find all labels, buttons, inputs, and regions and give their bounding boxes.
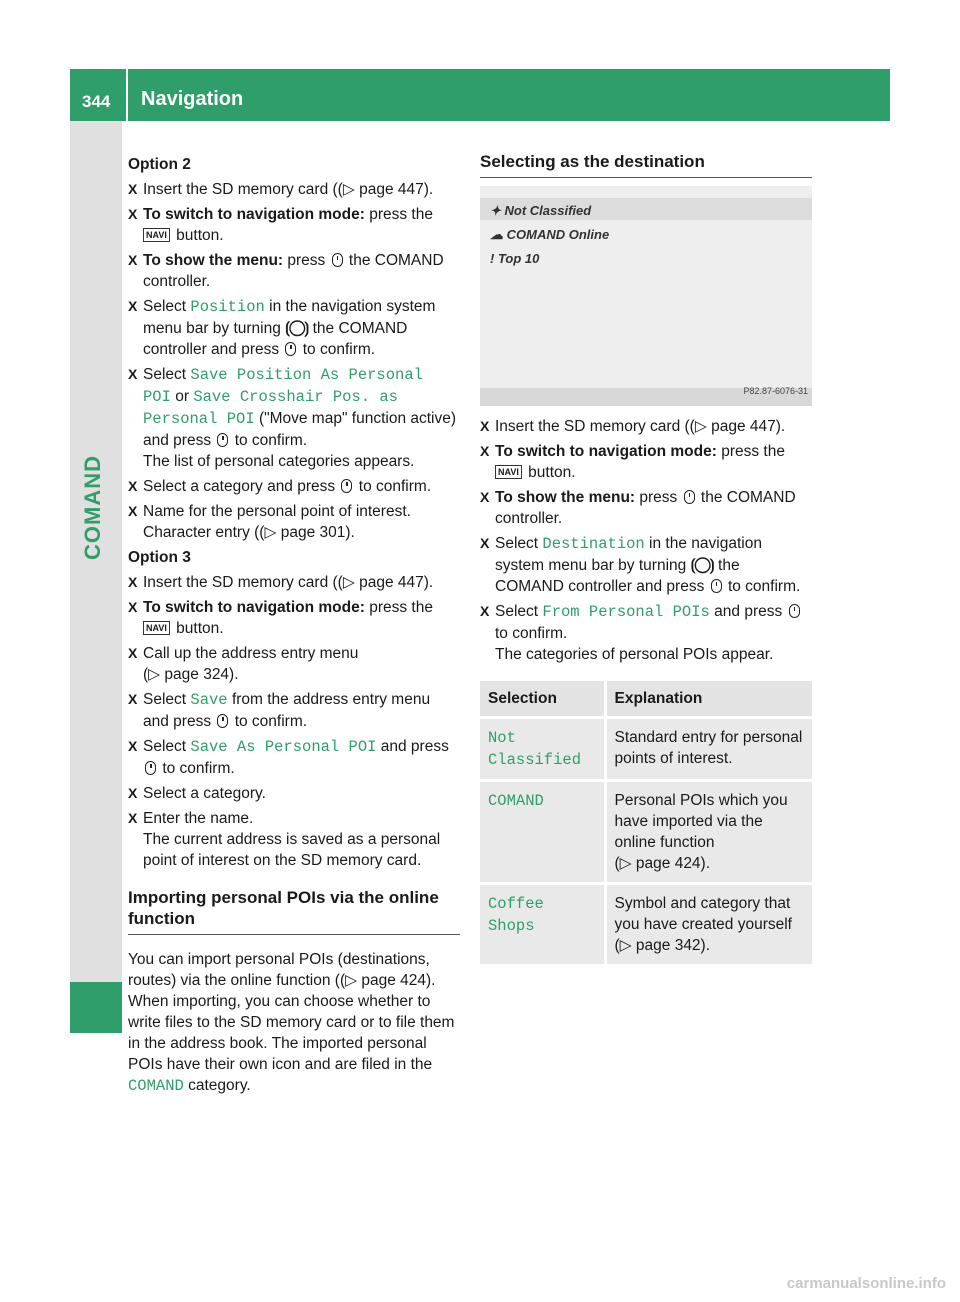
list-item: X Select From Personal POIs and press to confirm. The categories of personal POIs appear. [480,601,812,665]
press-controller-icon [332,253,343,267]
list-item: ! Top 10 [490,251,540,266]
bullet-icon: X [128,785,138,801]
import-heading: Importing personal POIs via the online function [128,887,460,935]
page-header [70,69,890,121]
list-item: ✦ Not Classified [490,203,592,218]
list-item: X Call up the address entry menu (▷ page 324). [128,645,359,683]
turn-controller-icon: ⟮◯⟯ [690,557,714,574]
table-header-row [480,681,812,718]
list-item: X Select Destination in the navigation system menu bar by turning ⟮◯⟯ the COMAND controller and press to confirm. [480,535,801,595]
bullet-icon: X [480,443,490,459]
press-controller-icon [217,433,228,447]
press-controller-icon [684,490,695,504]
import-paragraph: You can import personal POIs (destinations, routes) via the online function ((▷ page 424). When importing, you can choose whether to write files to the SD memory card or to file them in the address book. The imported personal POIs have their own icon and are filed in the COMAND category. [128,951,455,1095]
bullet-icon: X [128,599,138,615]
side-tab-label: COMAND [80,455,105,560]
list-item: X Name for the personal point of interest. Character entry ((▷ page 301). [128,503,411,541]
table-cell: Symbol and category that you have created yourself (▷ page 342). [605,884,812,965]
image-reference: P82.87-6076-31 [743,386,808,396]
press-controller-icon [285,342,296,356]
list-item: X To switch to navigation mode: press the NAVI button. [128,206,433,244]
table-cell: Standard entry for personal points of interest. [605,718,812,781]
bullet-icon: X [128,738,138,754]
column-header: Explanation [605,681,812,718]
bullet-icon: X [128,252,138,268]
table-cell: Not Classified [480,718,605,781]
table-cell: Coffee Shops [480,884,605,965]
navi-key-icon: NAVI [495,465,522,479]
bullet-icon: X [128,503,138,519]
destination-heading: Selecting as the destination [480,150,812,178]
right-column [480,150,812,964]
list-item: X To show the menu: press the COMAND controller. [480,489,796,527]
bullet-icon: X [128,691,138,707]
bullet-icon: X [480,418,490,434]
list-item: X To switch to navigation mode: press the NAVI button. [128,599,433,637]
selection-table [480,681,812,964]
bullet-icon: X [128,366,138,382]
list-item: ☁ COMAND Online [490,227,610,242]
list-item: X Enter the name. The current address is saved as a personal point of interest on the SD memory card. [128,810,441,869]
table-row [480,781,812,884]
list-item: X Select a category. [128,785,266,802]
bullet-icon: X [128,181,138,197]
side-tab [70,121,122,1033]
table-cell: Personal POIs which you have imported via the online function (▷ page 424). [605,781,812,884]
turn-controller-icon: ⟮◯⟯ [285,320,309,337]
section-title: Navigation [141,88,244,110]
comand-screenshot [480,186,812,406]
option-3-heading: Option 3 [128,549,191,566]
option-2-heading: Option 2 [128,156,191,173]
list-item: X Insert the SD memory card ((▷ page 447). [128,574,434,591]
header-divider [126,69,128,121]
bullet-icon: X [480,489,490,505]
list-item: X Select Save from the address entry menu and press to confirm. [128,691,431,730]
list-item: X Select Save Position As Personal POI or Save Crosshair Pos. as Personal POI ("Move map" function active) and press to confirm. The list of personal categories appears. [128,366,457,470]
bullet-icon: X [128,206,138,222]
bullet-icon: X [128,478,138,494]
navi-key-icon: NAVI [143,621,170,635]
bullet-icon: X [128,810,138,826]
list-item: X Insert the SD memory card ((▷ page 447). [128,181,434,198]
side-tab-marker [70,982,122,1033]
navi-key-icon: NAVI [143,228,170,242]
press-controller-icon [217,714,228,728]
bullet-icon: X [480,603,490,619]
column-header: Selection [480,681,605,718]
list-item: X Insert the SD memory card ((▷ page 447). [480,418,786,435]
watermark: carmanualsonline.info [786,1275,946,1292]
left-column [128,150,460,1097]
bullet-icon: X [128,645,138,661]
table-cell: COMAND [480,781,605,884]
table-row [480,884,812,965]
bullet-icon: X [128,298,138,314]
bullet-icon: X [480,535,490,551]
press-controller-icon [341,479,352,493]
press-controller-icon [789,604,800,618]
list-item: X To switch to navigation mode: press the NAVI button. [480,443,785,481]
press-controller-icon [711,579,722,593]
press-controller-icon [145,761,156,775]
page-number: 344 [82,92,111,111]
table-row [480,718,812,781]
bullet-icon: X [128,574,138,590]
list-item: X Select a category and press to confirm. [128,478,432,495]
list-item: X Select Save As Personal POI and press to confirm. [128,738,449,777]
list-item: X Select Position in the navigation system menu bar by turning ⟮◯⟯ the COMAND controller and press to confirm. [128,298,436,358]
list-item: X To show the menu: press the COMAND controller. [128,252,444,290]
